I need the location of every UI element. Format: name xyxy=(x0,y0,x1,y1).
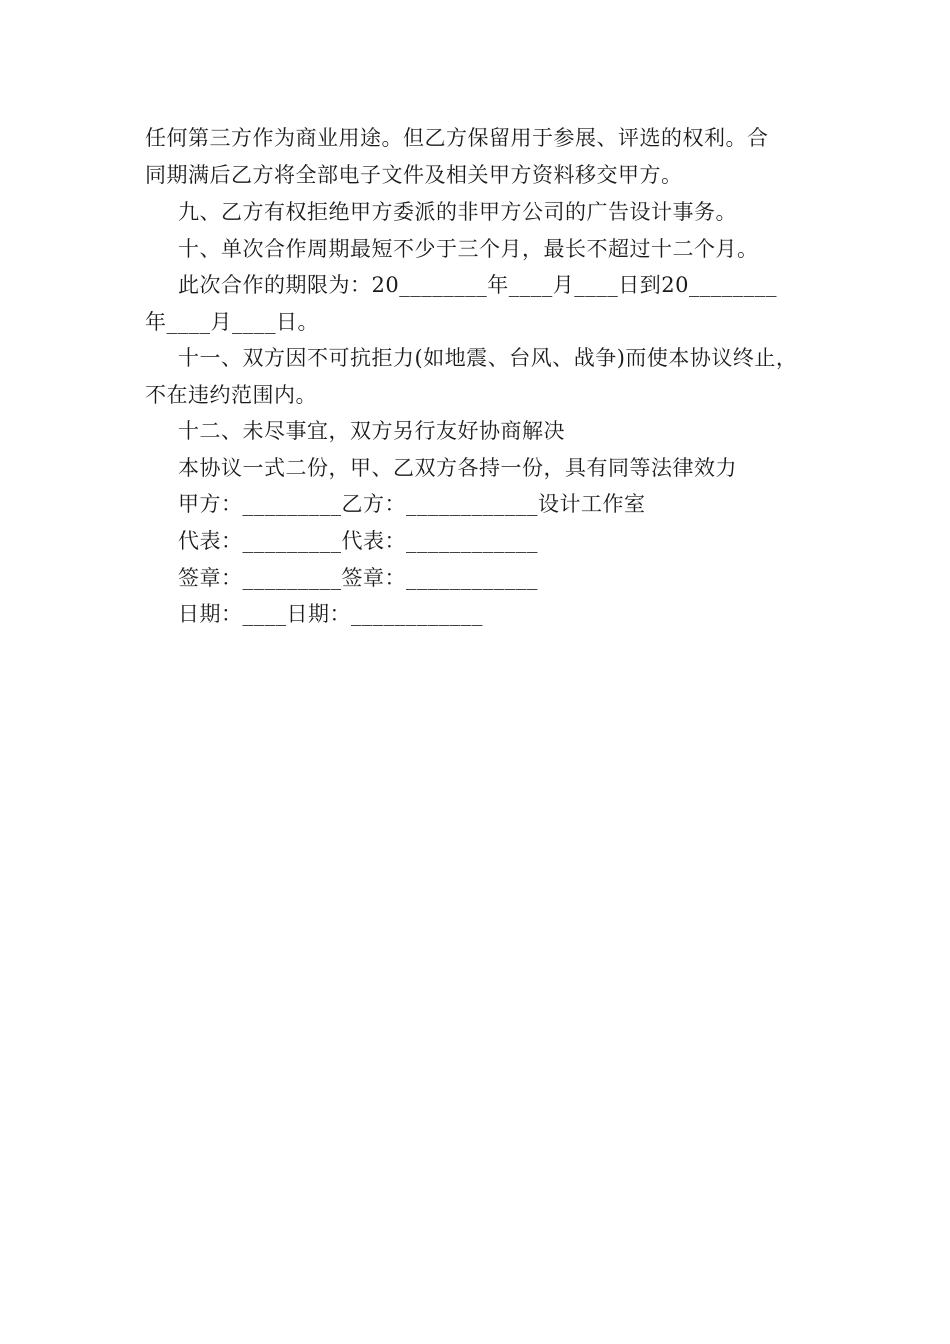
paragraph-line: 任何第三方作为商业用途。但乙方保留用于参展、评选的权利。合 xyxy=(145,126,769,150)
clause-10: 十、单次合作周期最短不少于三个月，最长不超过十二个月。 xyxy=(178,237,759,261)
cooperation-term-line-continued: 年____月____日。 xyxy=(145,310,319,334)
clause-9: 九、乙方有权拒绝甲方委派的非甲方公司的广告设计事务。 xyxy=(178,200,737,224)
signature-line: 签章：_________签章：____________ xyxy=(178,566,538,590)
clause-11-continued: 不在违约范围内。 xyxy=(145,383,317,407)
clause-12: 十二、未尽事宜，双方另行友好协商解决 xyxy=(178,419,565,443)
paragraph-line: 同期满后乙方将全部电子文件及相关甲方资料移交甲方。 xyxy=(145,163,683,187)
cooperation-term-line: 此次合作的期限为：20________年____月____日到20________ xyxy=(178,273,777,297)
date-line: 日期：____日期：____________ xyxy=(178,602,483,626)
copies-statement: 本协议一式二份，甲、乙双方各持一份，具有同等法律效力 xyxy=(178,456,737,480)
representative-line: 代表：_________代表：____________ xyxy=(178,529,538,553)
party-names-line: 甲方：_________乙方：____________设计工作室 xyxy=(178,492,646,516)
clause-11: 十一、双方因不可抗拒力(如地震、台风、战争)而使本协议终止， xyxy=(178,346,798,370)
